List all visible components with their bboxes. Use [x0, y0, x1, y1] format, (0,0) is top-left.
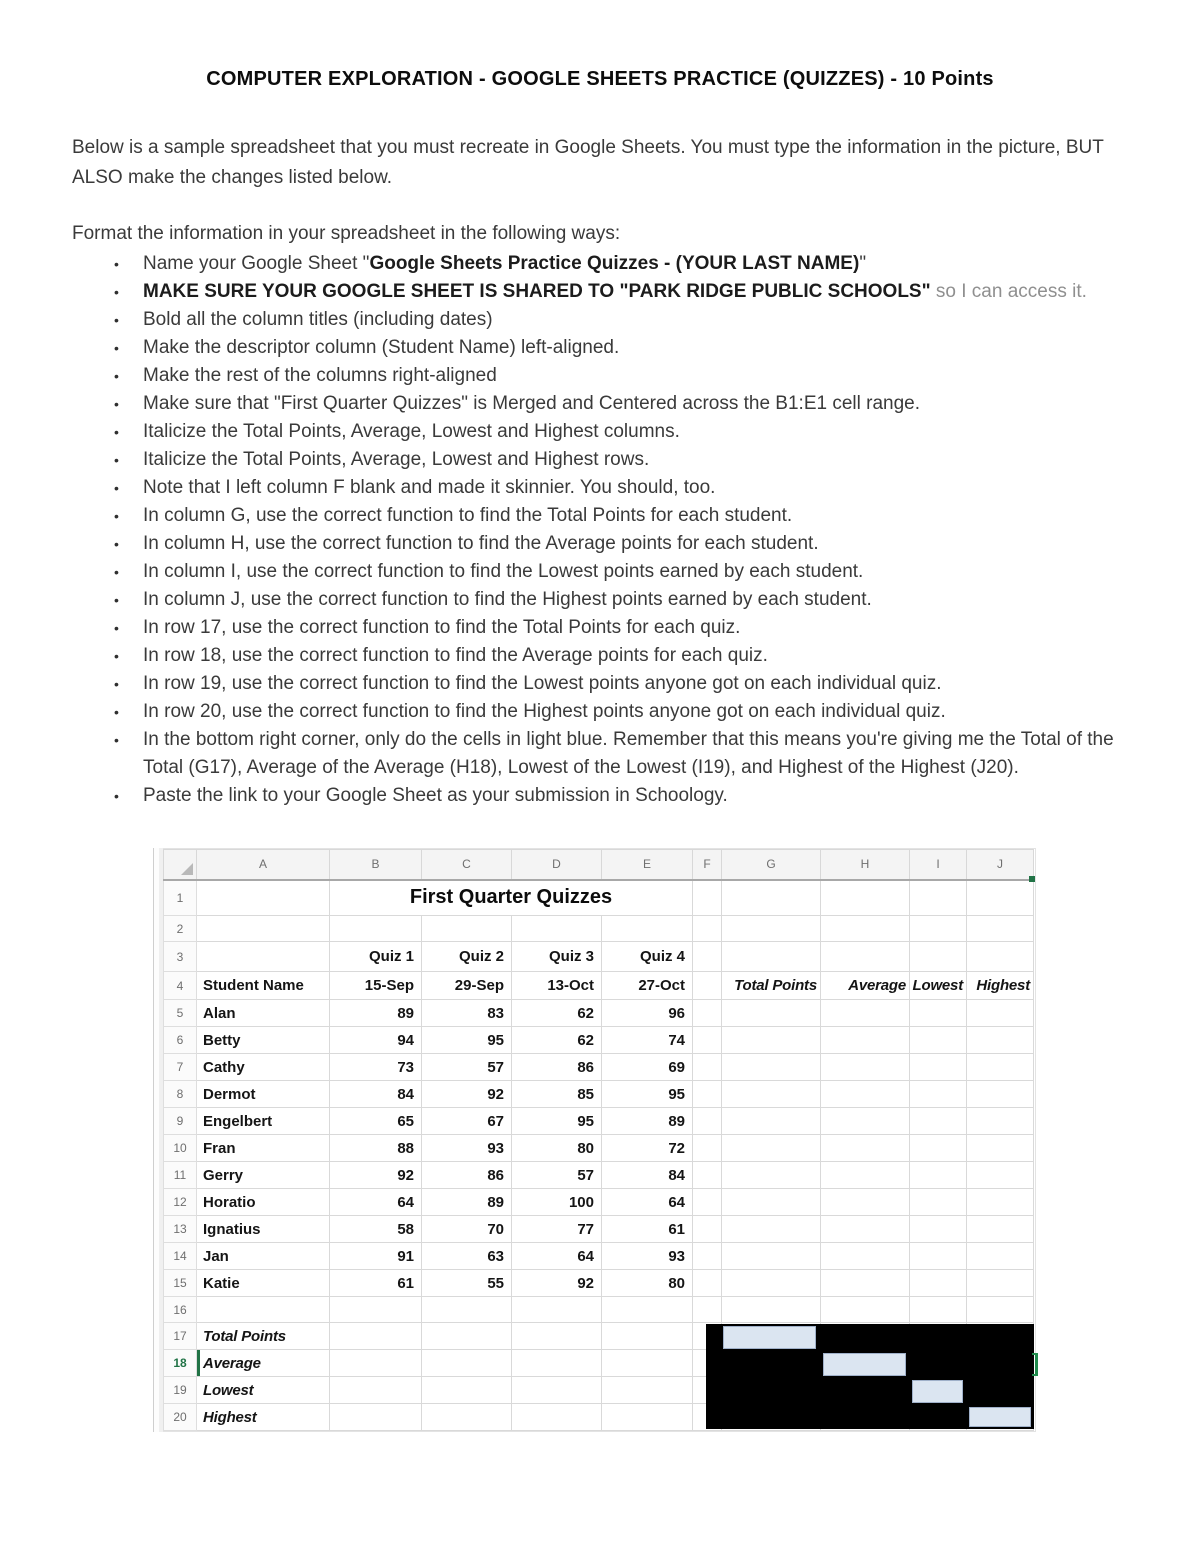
cell-G6: [722, 1027, 821, 1054]
cell-I13: [910, 1216, 967, 1243]
bullet-marker: •: [114, 676, 119, 692]
select-all-triangle-icon: [181, 863, 193, 875]
cell-B13: 58: [330, 1216, 422, 1243]
cell-D15: 92: [512, 1270, 602, 1297]
row-header-16: 16: [164, 1297, 197, 1323]
col-header-A: A: [197, 850, 330, 880]
cell-B8: 84: [330, 1081, 422, 1108]
cell-B20: [330, 1404, 422, 1431]
cell-E18: [602, 1350, 693, 1377]
bullet-marker: •: [114, 536, 119, 552]
cell-D18: [512, 1350, 602, 1377]
bullet-text: Italicize the Total Points, Average, Lowest and Highest rows.: [143, 449, 650, 470]
bullet-item: [110, 418, 1122, 446]
cell-C9: 67: [422, 1108, 512, 1135]
cell-F2: [693, 916, 722, 942]
cell-H15: [821, 1270, 910, 1297]
cell-D9: 95: [512, 1108, 602, 1135]
row-header-15: 15: [164, 1270, 197, 1297]
cell-A8: Dermot: [197, 1081, 330, 1108]
bullet-item: [110, 530, 1122, 558]
cell-I10: [910, 1135, 967, 1162]
bullet-marker: •: [114, 564, 119, 580]
cell-D2: [512, 916, 602, 942]
cell-G15: [722, 1270, 821, 1297]
bullet-item: [110, 250, 1122, 278]
bullet-text: MAKE SURE YOUR GOOGLE SHEET IS SHARED TO "PARK RIDGE PUBLIC SCHOOLS" so I can access it.: [143, 281, 1087, 302]
row18-selection-bracket: [1035, 1353, 1038, 1376]
cell-F13: [693, 1216, 722, 1243]
cell-D10: 80: [512, 1135, 602, 1162]
cell-C15: 55: [422, 1270, 512, 1297]
cell-E3: Quiz 4: [602, 942, 693, 972]
cell-C20: [422, 1404, 512, 1431]
bullet-marker: •: [114, 368, 119, 384]
cell-A7: Cathy: [197, 1054, 330, 1081]
cell-E19: [602, 1377, 693, 1404]
bullet-text: Italicize the Total Points, Average, Lowest and Highest columns.: [143, 421, 680, 442]
cell-B15: 61: [330, 1270, 422, 1297]
cell-G16: [722, 1297, 821, 1323]
cell-J7: [967, 1054, 1034, 1081]
cell-A4: Student Name: [197, 972, 330, 1000]
cell-A17: Total Points: [197, 1323, 330, 1350]
cell-B2: [330, 916, 422, 942]
cell-C12: 89: [422, 1189, 512, 1216]
highlight-cell-G17: [723, 1326, 816, 1349]
cell-H13: [821, 1216, 910, 1243]
bullet-marker: •: [114, 396, 119, 412]
cell-B10: 88: [330, 1135, 422, 1162]
cell-F10: [693, 1135, 722, 1162]
bullet-marker: •: [114, 592, 119, 608]
row-header-9: 9: [164, 1108, 197, 1135]
bullet-text: Bold all the column titles (including dates): [143, 309, 493, 330]
cell-E12: 64: [602, 1189, 693, 1216]
cell-I15: [910, 1270, 967, 1297]
merged-title-B1E1: First Quarter Quizzes: [330, 880, 693, 916]
sheet-row-15: [164, 1270, 1034, 1297]
cell-G4: Total Points: [722, 972, 821, 1000]
cell-H14: [821, 1243, 910, 1270]
cell-J9: [967, 1108, 1034, 1135]
cell-J14: [967, 1243, 1034, 1270]
cell-A15: Katie: [197, 1270, 330, 1297]
row-header-12: 12: [164, 1189, 197, 1216]
cell-F11: [693, 1162, 722, 1189]
cell-A9: Engelbert: [197, 1108, 330, 1135]
bullet-item: [110, 306, 1122, 334]
bullet-item: [110, 614, 1122, 642]
bullet-marker: •: [114, 256, 119, 272]
row-header-1: 1: [164, 880, 197, 916]
bullet-text: In column I, use the correct function to find the Lowest points earned by each student.: [143, 561, 864, 582]
cell-B5: 89: [330, 1000, 422, 1027]
row-header-4: 4: [164, 972, 197, 1000]
highlight-cell-J20: [969, 1407, 1031, 1427]
cell-A12: Horatio: [197, 1189, 330, 1216]
cell-C5: 83: [422, 1000, 512, 1027]
cell-G9: [722, 1108, 821, 1135]
bullet-text: Paste the link to your Google Sheet as your submission in Schoology.: [143, 785, 728, 806]
cell-D3: Quiz 3: [512, 942, 602, 972]
bullet-item: [110, 726, 1122, 782]
cell-A20: Highest: [197, 1404, 330, 1431]
bullet-marker: •: [114, 284, 119, 300]
col-header-D: D: [512, 850, 602, 880]
bullet-text: In row 18, use the correct function to find the Average points for each quiz.: [143, 645, 768, 666]
sheet-row-8: [164, 1081, 1034, 1108]
cell-E6: 74: [602, 1027, 693, 1054]
sheet-row-2: [164, 916, 1034, 942]
row-header-3: 3: [164, 942, 197, 972]
cell-H12: [821, 1189, 910, 1216]
bullet-text: In row 19, use the correct function to find the Lowest points anyone got on each individual quiz.: [143, 673, 942, 694]
cell-H2: [821, 916, 910, 942]
cell-A18: Average: [197, 1350, 330, 1377]
cell-B16: [330, 1297, 422, 1323]
row-header-11: 11: [164, 1162, 197, 1189]
cell-F6: [693, 1027, 722, 1054]
cell-A14: Jan: [197, 1243, 330, 1270]
cell-F15: [693, 1270, 722, 1297]
bullet-marker: •: [114, 508, 119, 524]
cell-E7: 69: [602, 1054, 693, 1081]
bullet-marker: •: [114, 732, 119, 748]
cell-J3: [967, 942, 1034, 972]
spreadsheet-screenshot: [159, 848, 1043, 1432]
cell-G14: [722, 1243, 821, 1270]
cell-C13: 70: [422, 1216, 512, 1243]
cell-A6: Betty: [197, 1027, 330, 1054]
cell-D19: [512, 1377, 602, 1404]
cell-B4: 15-Sep: [330, 972, 422, 1000]
cell-I6: [910, 1027, 967, 1054]
cell-G7: [722, 1054, 821, 1081]
bullet-item: [110, 278, 1122, 306]
bullet-item: [110, 362, 1122, 390]
sheet-row-7: [164, 1054, 1034, 1081]
cell-J16: [967, 1297, 1034, 1323]
cell-C18: [422, 1350, 512, 1377]
cell-F1: [693, 880, 722, 916]
cell-A13: Ignatius: [197, 1216, 330, 1243]
cell-E15: 80: [602, 1270, 693, 1297]
bullet-text: In row 17, use the correct function to find the Total Points for each quiz.: [143, 617, 741, 638]
cell-E17: [602, 1323, 693, 1350]
bullet-marker: •: [114, 424, 119, 440]
cell-B6: 94: [330, 1027, 422, 1054]
cell-B17: [330, 1323, 422, 1350]
cell-F8: [693, 1081, 722, 1108]
cell-A10: Fran: [197, 1135, 330, 1162]
cell-G5: [722, 1000, 821, 1027]
cell-H10: [821, 1135, 910, 1162]
col-header-F: F: [693, 850, 722, 880]
cell-F5: [693, 1000, 722, 1027]
cell-G2: [722, 916, 821, 942]
cell-A3: [197, 942, 330, 972]
cell-E13: 61: [602, 1216, 693, 1243]
format-bullet-list: [72, 250, 1122, 810]
cell-H1: [821, 880, 910, 916]
cell-J8: [967, 1081, 1034, 1108]
cell-E16: [602, 1297, 693, 1323]
cell-D16: [512, 1297, 602, 1323]
bullet-item: [110, 446, 1122, 474]
cell-H3: [821, 942, 910, 972]
cell-G11: [722, 1162, 821, 1189]
cell-D12: 100: [512, 1189, 602, 1216]
cell-B9: 65: [330, 1108, 422, 1135]
cell-A11: Gerry: [197, 1162, 330, 1189]
cell-C17: [422, 1323, 512, 1350]
selection-corner-dot: [1029, 876, 1035, 882]
cell-I9: [910, 1108, 967, 1135]
cell-J10: [967, 1135, 1034, 1162]
bullet-item: [110, 642, 1122, 670]
highlight-cell-H18: [823, 1353, 906, 1376]
col-header-E: E: [602, 850, 693, 880]
cell-F7: [693, 1054, 722, 1081]
cell-F4: [693, 972, 722, 1000]
bullet-marker: •: [114, 620, 119, 636]
cell-C6: 95: [422, 1027, 512, 1054]
cell-C8: 92: [422, 1081, 512, 1108]
cell-B7: 73: [330, 1054, 422, 1081]
cell-I1: [910, 880, 967, 916]
bullet-item: [110, 474, 1122, 502]
cell-H16: [821, 1297, 910, 1323]
doc-title: COMPUTER EXPLORATION - GOOGLE SHEETS PRACTICE (QUIZZES) - 10 Points: [206, 68, 994, 90]
cell-F3: [693, 942, 722, 972]
cell-I14: [910, 1243, 967, 1270]
cell-C19: [422, 1377, 512, 1404]
cell-J12: [967, 1189, 1034, 1216]
bullet-text: Name your Google Sheet "Google Sheets Practice Quizzes - (YOUR LAST NAME)": [143, 253, 867, 274]
cell-G1: [722, 880, 821, 916]
cell-H11: [821, 1162, 910, 1189]
cell-B18: [330, 1350, 422, 1377]
blackout-rectangle: [706, 1324, 1034, 1429]
cell-A1: [197, 880, 330, 916]
cell-C14: 63: [422, 1243, 512, 1270]
cell-B19: [330, 1377, 422, 1404]
bullet-item: [110, 502, 1122, 530]
col-header-H: H: [821, 850, 910, 880]
bullet-marker: •: [114, 704, 119, 720]
bullet-item: [110, 558, 1122, 586]
intro-paragraph: Below is a sample spreadsheet that you must recreate in Google Sheets. You must type the information in the picture, BUT ALSO make the changes listed below.: [72, 137, 1104, 188]
cell-I7: [910, 1054, 967, 1081]
cell-E14: 93: [602, 1243, 693, 1270]
cell-C11: 86: [422, 1162, 512, 1189]
cell-D7: 86: [512, 1054, 602, 1081]
cell-F12: [693, 1189, 722, 1216]
cell-D5: 62: [512, 1000, 602, 1027]
cell-D13: 77: [512, 1216, 602, 1243]
row-header-18: 18: [164, 1350, 197, 1377]
cell-I4: Lowest: [910, 972, 967, 1000]
cell-E2: [602, 916, 693, 942]
cell-C16: [422, 1297, 512, 1323]
sheet-colheader-row: [164, 850, 1034, 880]
sheet-row-12: [164, 1189, 1034, 1216]
sheet-row-11: [164, 1162, 1034, 1189]
col-header-B: B: [330, 850, 422, 880]
row-header-20: 20: [164, 1404, 197, 1431]
bullet-item: [110, 782, 1122, 810]
bullet-item: [110, 390, 1122, 418]
cell-J2: [967, 916, 1034, 942]
cell-D20: [512, 1404, 602, 1431]
sheet-row-13: [164, 1216, 1034, 1243]
select-all-corner: [164, 850, 197, 880]
bullet-text: Note that I left column F blank and made it skinnier. You should, too.: [143, 477, 716, 498]
cell-J13: [967, 1216, 1034, 1243]
cell-E8: 95: [602, 1081, 693, 1108]
cell-J4: Highest: [967, 972, 1034, 1000]
bullet-text: In column J, use the correct function to find the Highest points earned by each student.: [143, 589, 872, 610]
cell-J15: [967, 1270, 1034, 1297]
bullet-text: Make sure that "First Quarter Quizzes" is Merged and Centered across the B1:E1 cell range.: [143, 393, 921, 414]
cell-J11: [967, 1162, 1034, 1189]
row-header-13: 13: [164, 1216, 197, 1243]
sheet-row-1: [164, 880, 1034, 916]
row-header-8: 8: [164, 1081, 197, 1108]
cell-I8: [910, 1081, 967, 1108]
row-header-14: 14: [164, 1243, 197, 1270]
cell-I3: [910, 942, 967, 972]
cell-D6: 62: [512, 1027, 602, 1054]
cell-C7: 57: [422, 1054, 512, 1081]
cell-I2: [910, 916, 967, 942]
cell-D17: [512, 1323, 602, 1350]
cell-A5: Alan: [197, 1000, 330, 1027]
cell-D14: 64: [512, 1243, 602, 1270]
sheet-row-10: [164, 1135, 1034, 1162]
row-header-19: 19: [164, 1377, 197, 1404]
cell-E20: [602, 1404, 693, 1431]
sheet-row-9: [164, 1108, 1034, 1135]
format-lead: Format the information in your spreadsheet in the following ways:: [72, 223, 621, 244]
cell-H5: [821, 1000, 910, 1027]
bullet-text: Make the descriptor column (Student Name) left-aligned.: [143, 337, 620, 358]
highlight-cell-I19: [912, 1380, 963, 1403]
row-header-17: 17: [164, 1323, 197, 1350]
cell-E5: 96: [602, 1000, 693, 1027]
cell-B11: 92: [330, 1162, 422, 1189]
bullet-marker: •: [114, 648, 119, 664]
col-header-G: G: [722, 850, 821, 880]
bullet-item: [110, 698, 1122, 726]
cell-E9: 89: [602, 1108, 693, 1135]
cell-F16: [693, 1297, 722, 1323]
cell-H6: [821, 1027, 910, 1054]
bullet-text: In row 20, use the correct function to find the Highest points anyone got on each individual quiz.: [143, 701, 946, 722]
bullet-text: In the bottom right corner, only do the cells in light blue. Remember that this means you're giving me the Total of the Total (G17), Average of the Average (H18), Lowest of the Lowest (I19), and Highest of the Highest (J20).: [143, 729, 1114, 778]
spreadsheet-grid: [163, 848, 1036, 1432]
cell-I12: [910, 1189, 967, 1216]
sheet-row-14: [164, 1243, 1034, 1270]
cell-E10: 72: [602, 1135, 693, 1162]
sheet-row-3: [164, 942, 1034, 972]
cell-D11: 57: [512, 1162, 602, 1189]
cell-B14: 91: [330, 1243, 422, 1270]
bullet-marker: •: [114, 788, 119, 804]
cell-J6: [967, 1027, 1034, 1054]
bullet-item: [110, 334, 1122, 362]
cell-D4: 13-Oct: [512, 972, 602, 1000]
bullet-text: Make the rest of the columns right-aligned: [143, 365, 497, 386]
cell-A2: [197, 916, 330, 942]
cell-A19: Lowest: [197, 1377, 330, 1404]
cell-F14: [693, 1243, 722, 1270]
sheet-row-6: [164, 1027, 1034, 1054]
bullet-marker: •: [114, 312, 119, 328]
cell-J1: [967, 880, 1034, 916]
cell-F9: [693, 1108, 722, 1135]
cell-E4: 27-Oct: [602, 972, 693, 1000]
cell-C3: Quiz 2: [422, 942, 512, 972]
bullet-marker: •: [114, 340, 119, 356]
sheet-row-16: [164, 1297, 1034, 1323]
cell-A16: [197, 1297, 330, 1323]
cell-H8: [821, 1081, 910, 1108]
cell-D8: 85: [512, 1081, 602, 1108]
cell-H4: Average: [821, 972, 910, 1000]
cell-J5: [967, 1000, 1034, 1027]
bullet-text: In column H, use the correct function to find the Average points for each student.: [143, 533, 819, 554]
row-header-10: 10: [164, 1135, 197, 1162]
cell-G10: [722, 1135, 821, 1162]
cell-I16: [910, 1297, 967, 1323]
cell-I11: [910, 1162, 967, 1189]
row-header-6: 6: [164, 1027, 197, 1054]
cell-B12: 64: [330, 1189, 422, 1216]
sheet-row-5: [164, 1000, 1034, 1027]
bullet-item: [110, 670, 1122, 698]
cell-H7: [821, 1054, 910, 1081]
cell-G13: [722, 1216, 821, 1243]
col-header-C: C: [422, 850, 512, 880]
row-header-2: 2: [164, 916, 197, 942]
bullet-marker: •: [114, 452, 119, 468]
bullet-item: [110, 586, 1122, 614]
cell-C2: [422, 916, 512, 942]
cell-G8: [722, 1081, 821, 1108]
cell-G3: [722, 942, 821, 972]
cell-C10: 93: [422, 1135, 512, 1162]
col-header-J: J: [967, 850, 1034, 880]
row-header-7: 7: [164, 1054, 197, 1081]
bullet-text: In column G, use the correct function to find the Total Points for each student.: [143, 505, 793, 526]
cell-G12: [722, 1189, 821, 1216]
cell-C4: 29-Sep: [422, 972, 512, 1000]
bullet-marker: •: [114, 480, 119, 496]
row-header-5: 5: [164, 1000, 197, 1027]
cell-E11: 84: [602, 1162, 693, 1189]
cell-B3: Quiz 1: [330, 942, 422, 972]
cell-I5: [910, 1000, 967, 1027]
cell-H9: [821, 1108, 910, 1135]
col-header-I: I: [910, 850, 967, 880]
sheet-row-4: [164, 972, 1034, 1000]
